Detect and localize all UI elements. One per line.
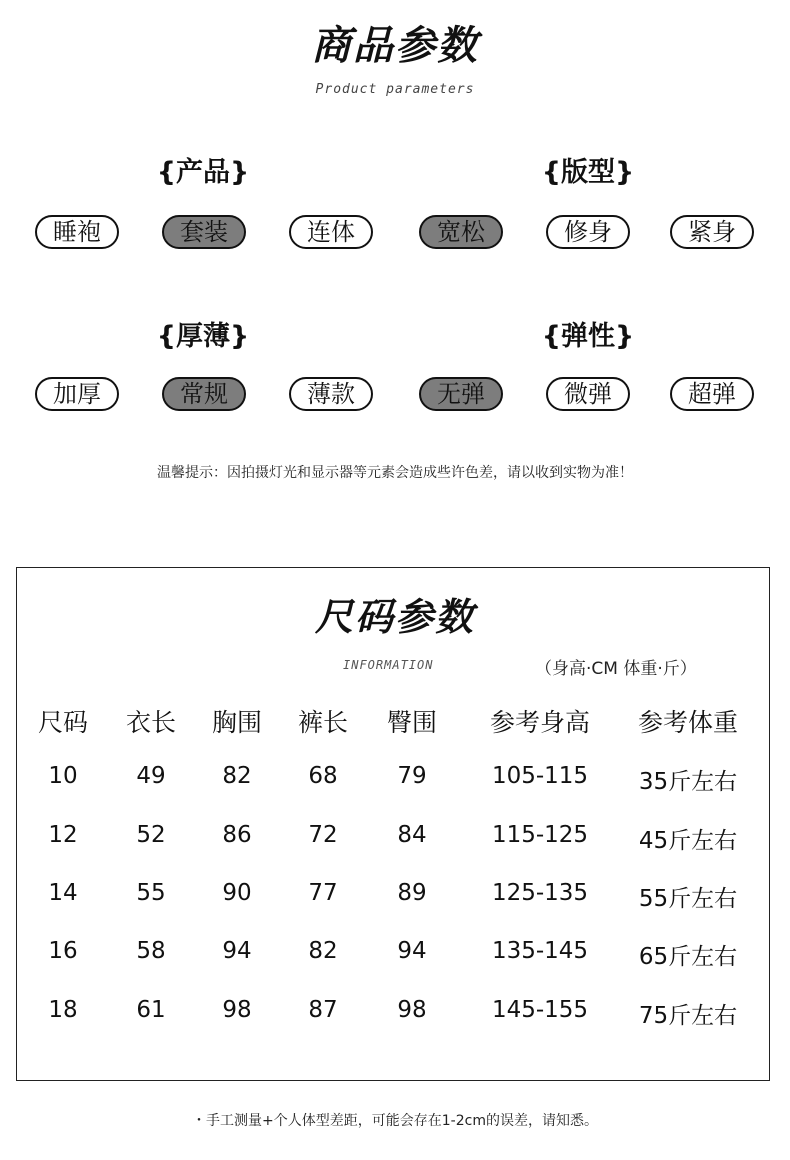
- table-cell: 125-135: [491, 880, 589, 906]
- table-cell: 79: [397, 763, 427, 789]
- column-header-hip: 臀围: [386, 708, 438, 737]
- table-cell: 145-155: [491, 997, 589, 1023]
- table-cell: 87: [308, 997, 338, 1023]
- page-subtitle: Product parameters: [315, 82, 475, 97]
- information-label: INFORMATION: [343, 658, 434, 672]
- table-cell: 49: [136, 763, 166, 789]
- table-cell: 55: [136, 880, 166, 906]
- table-cell: 68: [308, 763, 338, 789]
- table-cell: 82: [222, 763, 252, 789]
- option-pill-no-stretch: 无弹: [419, 377, 503, 411]
- group-label-thickness: {厚薄}: [156, 321, 250, 352]
- option-pill-slight-stretch: 微弹: [546, 377, 630, 411]
- color-notice: 温馨提示：因拍摄灯光和显示器等元素会造成些许色差，请以收到实物为准！: [157, 465, 633, 481]
- table-cell: 45斤左右: [638, 828, 738, 854]
- table-cell: 86: [222, 822, 252, 848]
- group-label-fit: {版型}: [541, 157, 635, 188]
- table-cell: 10: [48, 763, 78, 789]
- measurement-footnote: ・手工测量+个人体型差距，可能会存在1-2cm的误差，请知悉。: [192, 1113, 598, 1129]
- group-label-product: {产品}: [156, 157, 250, 188]
- column-header-ref-height: 参考身高: [489, 708, 591, 737]
- table-cell: 135-145: [491, 938, 589, 964]
- column-header-ref-weight: 参考体重: [637, 708, 739, 737]
- option-pill-onesie: 连体: [289, 215, 373, 249]
- table-cell: 55斤左右: [638, 886, 738, 912]
- option-pill-thin: 薄款: [289, 377, 373, 411]
- table-cell: 105-115: [491, 763, 589, 789]
- page-title: 商品参数: [311, 23, 479, 69]
- table-cell: 90: [222, 880, 252, 906]
- table-cell: 98: [397, 997, 427, 1023]
- column-header-chest: 胸围: [211, 708, 263, 737]
- table-cell: 16: [48, 938, 78, 964]
- table-cell: 84: [397, 822, 427, 848]
- option-pill-tight: 紧身: [670, 215, 754, 249]
- option-pill-slim: 修身: [546, 215, 630, 249]
- table-cell: 75斤左右: [638, 1003, 738, 1029]
- table-cell: 14: [48, 880, 78, 906]
- column-header-pants-length: 裤长: [297, 708, 349, 737]
- option-pill-thick: 加厚: [35, 377, 119, 411]
- table-cell: 35斤左右: [638, 769, 738, 795]
- table-cell: 94: [222, 938, 252, 964]
- table-cell: 94: [397, 938, 427, 964]
- group-label-elasticity: {弹性}: [541, 321, 635, 352]
- table-cell: 12: [48, 822, 78, 848]
- table-cell: 77: [308, 880, 338, 906]
- table-cell: 61: [136, 997, 166, 1023]
- column-header-size: 尺码: [37, 708, 89, 737]
- table-cell: 89: [397, 880, 427, 906]
- option-pill-regular: 常规: [162, 377, 246, 411]
- table-cell: 82: [308, 938, 338, 964]
- column-header-length: 衣长: [125, 708, 177, 737]
- table-cell: 58: [136, 938, 166, 964]
- table-cell: 115-125: [491, 822, 589, 848]
- table-cell: 52: [136, 822, 166, 848]
- table-cell: 98: [222, 997, 252, 1023]
- table-cell: 72: [308, 822, 338, 848]
- table-cell: 65斤左右: [638, 944, 738, 970]
- table-cell: 18: [48, 997, 78, 1023]
- option-pill-sleep-robe: 睡袍: [35, 215, 119, 249]
- unit-label: （身高·CM 体重·斤）: [535, 659, 697, 679]
- option-pill-super-stretch: 超弹: [670, 377, 754, 411]
- size-chart-title: 尺码参数: [314, 595, 475, 639]
- option-pill-suit-set: 套装: [162, 215, 246, 249]
- option-pill-loose: 宽松: [419, 215, 503, 249]
